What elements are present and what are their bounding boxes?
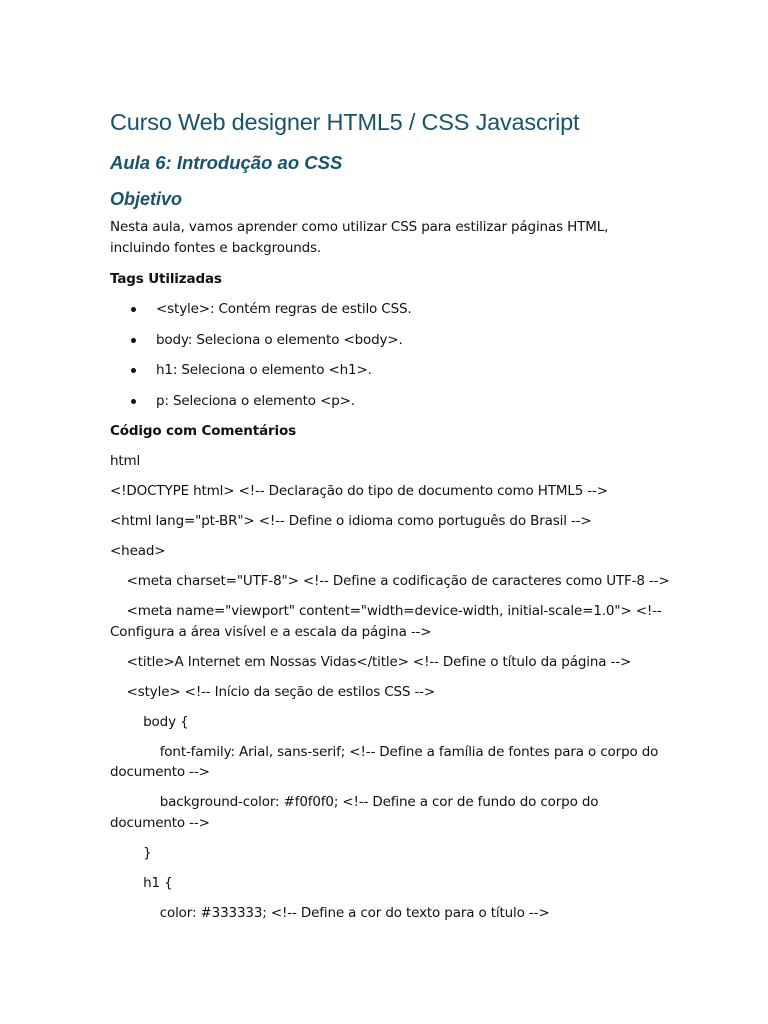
tag-item-text: <style>: Contém regras de estilo CSS. — [156, 301, 412, 317]
bullet-icon — [131, 368, 136, 373]
code-line: <meta charset="UTF-8"> <!-- Define a codificação de caracteres como UTF-8 --> — [110, 573, 670, 589]
list-item — [110, 391, 670, 412]
code-line: <meta name="viewport" content="width=device-width, initial-scale=1.0"> <!-- Configura a área visível e a escala da página --> — [110, 603, 666, 640]
tag-list — [110, 299, 670, 412]
objective-heading: Objetivo — [110, 189, 183, 209]
list-item — [110, 299, 670, 320]
code-line: h1 { — [110, 874, 173, 891]
bullet-icon — [131, 338, 136, 343]
bullet-icon — [131, 307, 136, 312]
document-title: Curso Web designer HTML5 / CSS Javascript — [110, 109, 580, 135]
tag-item-text: p: Seleciona o elemento <p>. — [156, 392, 355, 409]
code-line: } — [110, 844, 152, 861]
code-line: body { — [110, 713, 189, 730]
bullet-icon — [131, 399, 136, 404]
objective-text: Nesta aula, vamos aprender como utilizar CSS para estilizar páginas HTML, incluindo fontes e backgrounds. — [110, 219, 609, 256]
code-heading: Código com Comentários — [110, 423, 297, 439]
code-line: html — [110, 453, 141, 469]
code-line: color: #333333; <!-- Define a cor do texto para o título --> — [110, 904, 550, 921]
tags-heading: Tags Utilizadas — [110, 271, 222, 287]
code-line: <html lang="pt-BR"> <!-- Define o idioma como português do Brasil --> — [110, 513, 592, 529]
tag-item-text: h1: Seleciona o elemento <h1>. — [156, 362, 372, 378]
code-line: font-family: Arial, sans-serif; <!-- Define a família de fontes para o corpo do documento --> — [110, 743, 663, 780]
code-line: <title>A Internet em Nossas Vidas</title> <!-- Define o título da página --> — [110, 653, 632, 670]
code-line: <!DOCTYPE html> <!-- Declaração do tipo de documento como HTML5 --> — [110, 483, 608, 499]
document-page — [110, 106, 670, 923]
code-line: <head> — [110, 543, 166, 559]
list-item — [110, 330, 670, 351]
lesson-title: Aula 6: Introdução ao CSS — [110, 152, 343, 173]
code-line: <style> <!-- Início da seção de estilos CSS --> — [110, 683, 436, 700]
tag-item-text: body: Seleciona o elemento <body>. — [156, 331, 403, 348]
code-block — [110, 451, 670, 923]
list-item — [110, 360, 670, 381]
code-line: background-color: #f0f0f0; <!-- Define a cor de fundo do corpo do documento --> — [110, 794, 603, 831]
